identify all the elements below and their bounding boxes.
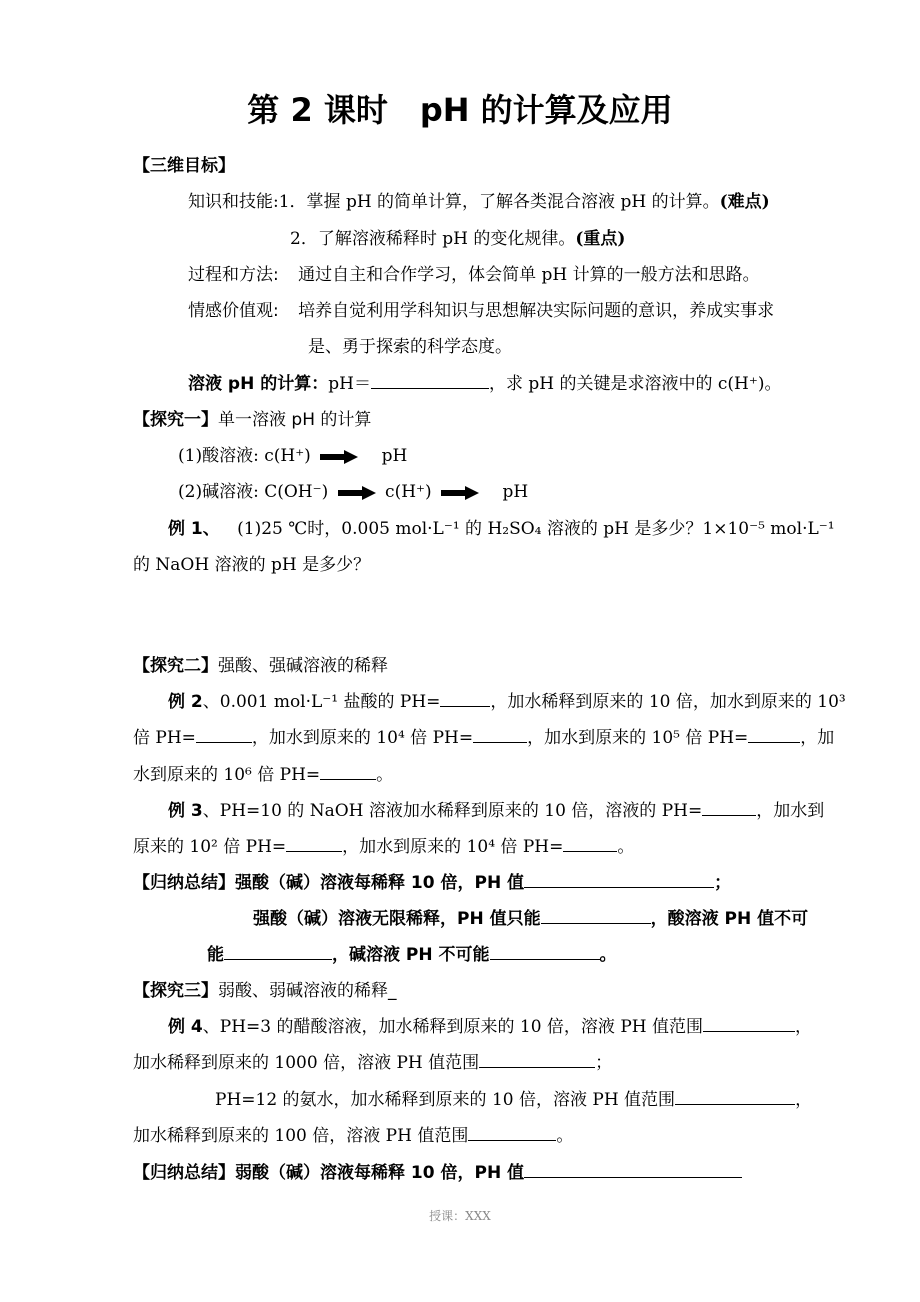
answer-blank[interactable]	[224, 944, 332, 960]
right-arrow-icon	[320, 450, 358, 464]
ph-calc-tail: ，求 pH 的关键是求溶液中的 c(H⁺)。	[488, 374, 782, 394]
example4-line4	[133, 1125, 573, 1147]
answer-blank[interactable]	[541, 908, 651, 924]
summary1-end: ；	[714, 873, 732, 893]
knowledge-goal-2	[290, 228, 625, 250]
example4-text-c: 加水稀释到原来的 1000 倍，溶液 PH 值范围	[133, 1053, 480, 1073]
example4-text-d: ；	[595, 1053, 613, 1073]
summary1-line1	[133, 872, 731, 894]
example1-line2: 的 NaOH 溶液的 pH 是多少？	[133, 555, 371, 575]
example4-text-b: ，	[795, 1017, 812, 1037]
answer-blank[interactable]	[524, 1162, 742, 1178]
example2-text-g: 水到原来的 10⁶ 倍 PH=	[133, 765, 321, 785]
example4-line2	[133, 1052, 612, 1074]
example2-label: 例 2	[168, 692, 203, 712]
emotion-text-2: 是、勇于探索的科学态度。	[308, 337, 512, 357]
example2-line2	[133, 727, 834, 749]
example1-text: (1)25 ℃时，0.005 mol·L⁻¹ 的 H₂SO₄ 溶液的 pH 是多少？1×10⁻⁵ mol·L⁻¹	[237, 519, 835, 539]
answer-blank[interactable]	[479, 1052, 595, 1068]
emotion-text-1: 培养自觉利用学科知识与思想解决实际问题的意识，养成实事求	[298, 301, 775, 321]
answer-blank[interactable]	[320, 764, 376, 780]
example3-line2	[133, 836, 634, 858]
goals-header: 【三维目标】	[133, 156, 235, 176]
base-mid: c(H⁺)	[385, 482, 432, 502]
acid-flow	[178, 445, 407, 467]
example2-text-b: ，加水稀释到原来的 10 倍，加水到原来的 10³	[490, 692, 846, 712]
knowledge-goal-1	[188, 191, 770, 213]
knowledge-label: 知识和技能	[188, 192, 273, 212]
summary1-text-2: 强酸（碱）溶液无限稀释，PH 值只能	[253, 909, 541, 929]
process-goal	[188, 264, 760, 286]
summary2-line1	[133, 1162, 742, 1184]
explore3-title: 弱酸、弱碱溶液的稀释_	[218, 981, 397, 1001]
answer-blank[interactable]	[440, 691, 490, 707]
summary1-text-3c: 。	[599, 945, 617, 965]
example4-text-e: PH=12 的氨水，加水稀释到原来的 10 倍，溶液 PH 值范围	[215, 1090, 676, 1110]
summary1-text-2b: ，酸溶液 PH 值不可	[650, 909, 809, 929]
explore2-heading	[133, 655, 388, 677]
emotion-label: 情感价值观:	[188, 301, 279, 321]
explore3-heading	[133, 980, 397, 1002]
example4-text-f: ，	[795, 1090, 813, 1110]
example1-label: 例 1、	[168, 519, 220, 539]
summary1-text-3: 能	[207, 945, 224, 965]
summary1-line3	[207, 944, 617, 966]
answer-blank[interactable]	[286, 836, 342, 852]
example2-text-d: ，加水到原来的 10⁴ 倍 PH=	[251, 728, 474, 748]
right-arrow-icon	[338, 486, 376, 500]
answer-blank[interactable]	[473, 727, 527, 743]
example2-text-f: ，加	[800, 728, 835, 748]
acid-label: (1)酸溶液: c(H⁺)	[178, 446, 311, 466]
example3-text-c: 原来的 10² 倍 PH=	[133, 837, 287, 857]
answer-blank[interactable]	[524, 872, 714, 888]
example4-text-h: 。	[556, 1126, 574, 1146]
explore1-heading	[133, 409, 371, 431]
example3-text-b: ，加水到	[756, 801, 825, 821]
right-arrow-icon	[441, 486, 479, 500]
page-title: 第 2 课时 pH 的计算及应用	[247, 91, 673, 129]
summary1-text-3b: ，碱溶液 PH 不可能	[332, 945, 490, 965]
summary1-header: 【归纳总结】	[133, 873, 235, 893]
answer-blank[interactable]	[468, 1125, 556, 1141]
example4-line3	[215, 1089, 812, 1111]
difficulty-tag: (难点)	[719, 192, 770, 212]
example4-label: 例 4	[168, 1017, 203, 1037]
answer-blank[interactable]	[196, 727, 252, 743]
knowledge-goal-2-text: 2．了解溶液稀释时 pH 的变化规律。	[290, 229, 576, 249]
ph-calc-line	[188, 373, 781, 395]
explore1-title: 单一溶液 pH 的计算	[218, 410, 372, 430]
base-label: (2)碱溶液: C(OH⁻)	[178, 482, 329, 502]
example2-line1	[168, 691, 846, 713]
example4-line1	[168, 1016, 812, 1038]
answer-blank[interactable]	[703, 1016, 795, 1032]
example3-text-d: ，加水到原来的 10⁴ 倍 PH=	[342, 837, 564, 857]
emotion-goal	[188, 300, 774, 322]
process-text: 通过自主和合作学习，体会简单 pH 计算的一般方法和思路。	[298, 265, 760, 285]
answer-blank[interactable]	[675, 1089, 795, 1105]
answer-blank[interactable]	[702, 800, 756, 816]
answer-blank[interactable]	[371, 373, 489, 389]
base-flow	[178, 481, 528, 503]
ph-calc-label: 溶液 pH 的计算：	[188, 374, 329, 394]
answer-blank[interactable]	[748, 727, 800, 743]
explore3-header: 【探究三】	[133, 981, 218, 1001]
example2-text-a: 、0.001 mol·L⁻¹ 盐酸的 PH=	[202, 692, 441, 712]
key-point-tag: (重点)	[575, 229, 626, 249]
example2-text-h: 。	[376, 765, 394, 785]
example4-text-g: 加水稀释到原来的 100 倍，溶液 PH 值范围	[133, 1126, 469, 1146]
answer-blank[interactable]	[490, 944, 600, 960]
acid-result: pH	[381, 446, 408, 466]
process-label: 过程和方法:	[188, 265, 279, 285]
explore1-header: 【探究一】	[133, 410, 218, 430]
summary2-header: 【归纳总结】	[133, 1163, 235, 1183]
answer-blank[interactable]	[563, 836, 617, 852]
example3-label: 例 3	[168, 801, 203, 821]
example2-text-c: 倍 PH=	[133, 728, 196, 748]
example3-text-a: 、PH=10 的 NaOH 溶液加水稀释到原来的 10 倍，溶液的 PH=	[202, 801, 703, 821]
example2-line3	[133, 764, 393, 786]
summary1-line2	[253, 908, 808, 930]
footer-instructor: 授课：XXX	[429, 1209, 491, 1223]
knowledge-goal-1-text: :1．掌握 pH 的简单计算，了解各类混合溶液 pH 的计算。	[273, 192, 720, 212]
base-result: pH	[502, 482, 529, 502]
summary1-text: 强酸（碱）溶液每稀释 10 倍，PH 值	[235, 873, 525, 893]
example3-text-e: 。	[617, 837, 635, 857]
summary2-text: 弱酸（碱）溶液每稀释 10 倍，PH 值	[235, 1163, 525, 1183]
example3-line1	[168, 800, 824, 822]
ph-calc-lead: pH＝	[328, 374, 371, 394]
explore2-header: 【探究二】	[133, 656, 218, 676]
example2-text-e: ，加水到原来的 10⁵ 倍 PH=	[527, 728, 749, 748]
example4-text-a: 、PH=3 的醋酸溶液，加水稀释到原来的 10 倍，溶液 PH 值范围	[202, 1017, 703, 1037]
explore2-title: 强酸、强碱溶液的稀释	[218, 656, 388, 676]
example1-line1	[168, 518, 835, 540]
